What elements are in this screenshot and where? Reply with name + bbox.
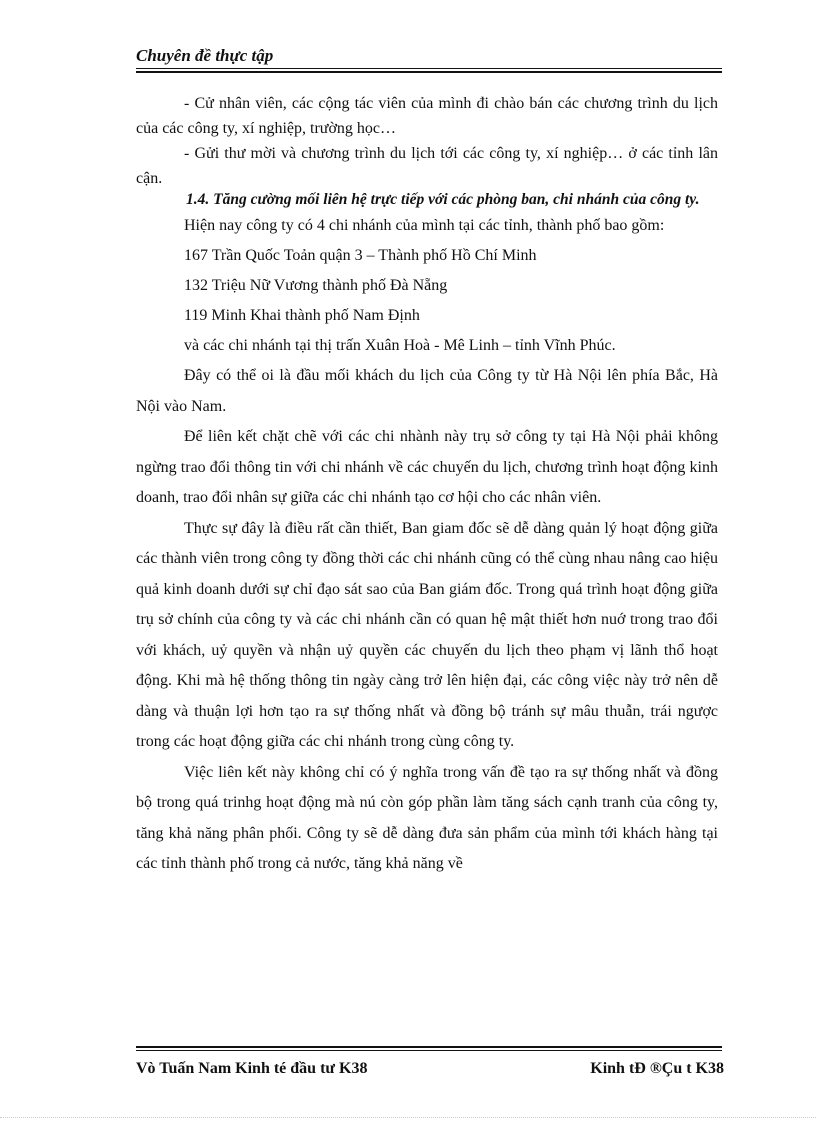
paragraph: Thực sự đây là điều rất cần thiết, Ban giam đốc sẽ dễ dàng quản lý hoạt động giữa các thành viên trong công ty đồng thời các chi nhánh cũng có thể cùng nhau nâng cao hiệu quả kinh doanh dưới sự chỉ đạo sát sao của Ban giám đốc. Trong quá trình hoạt động giữa trụ sở chính của công ty và các chi nhánh cần có quan hệ mật thiết hơn nuớ trong trao đổi với khách, uỷ quyền và nhận uỷ quyền các chuyến du lịch theo phạm vị lãnh thổ hoạt động. Khi mà hệ thống thông tin ngày càng trở lên hiện đại, các công việc này trở nên dễ dàng và thuận lợi hơn tạo ra sự thống nhất và đồng bộ tránh sự mâu thuẫn, trái ngược trong các hoạt động giữa các chi nhánh trong cùng công ty. xyxy=(136,519,718,750)
branch-item: 119 Minh Khai thành phố Nam Định xyxy=(184,307,420,324)
paragraph: Hiện nay công ty có 4 chi nhánh của mình tại các tỉnh, thành phố bao gồm: xyxy=(184,217,665,234)
page-header-title: Chuyên đề thực tập xyxy=(136,46,274,65)
branch-list xyxy=(136,241,718,361)
paragraph: - Gửi thư mời và chương trình du lịch tới các công ty, xí nghiệp… ở các tỉnh lân cận. xyxy=(136,145,718,187)
branch-item: 132 Triệu Nữ Vương thành phố Đà Nẵng xyxy=(184,277,448,294)
footer-class: Kinh tÐ ®Çu t K38 xyxy=(590,1060,724,1077)
paragraph: - Cử nhân viên, các cộng tác viên của mình đi chào bán các chương trình du lịch của các công ty, xí nghiệp, trường học… xyxy=(136,95,718,137)
document-body xyxy=(136,91,718,880)
paragraph: Việc liên kết này không chỉ có ý nghĩa trong vấn đề tạo ra sự thống nhất và đồng bộ trong quá trinhg hoạt động mà nú còn góp phần làm tăng sách cạnh tranh của công ty, tăng khả năng phân phối. Công ty sẽ dễ dàng đưa sản phẩm của mình tới khách hàng tại các tỉnh thành phố trong cả nước, tăng khả năng về xyxy=(136,763,718,872)
header-rule xyxy=(136,68,722,69)
paragraph: Đây có thể oi là đầu mối khách du lịch của Công ty từ Hà Nội lên phía Bắc, Hà Nội vào Nam. xyxy=(136,367,718,415)
footer-author: Vò Tuấn Nam Kinh té đầu tư K38 xyxy=(136,1060,368,1077)
paragraph: Để liên kết chặt chẽ với các chi nhành này trụ sở công ty tại Hà Nội phải không ngừng trao đổi thông tin với chi nhánh về các chuyến du lịch, chương trình hoạt động kinh doanh, trao đổi nhân sự giữa các chi nhánh tạo cơ hội cho các nhân viên. xyxy=(136,428,718,506)
header-rule-thick xyxy=(136,71,722,73)
section-heading: 1.4. Tăng cường mối liên hệ trực tiếp với các phòng ban, chi nhánh của công ty. xyxy=(186,191,700,208)
branch-item: 167 Trần Quốc Toản quận 3 – Thành phố Hồ Chí Minh xyxy=(184,247,537,264)
page-edge xyxy=(0,1117,816,1118)
branch-item: và các chi nhánh tại thị trấn Xuân Hoà - Mê Linh – tỉnh Vĩnh Phúc. xyxy=(184,337,616,354)
footer-rule xyxy=(136,1050,722,1051)
footer-rule-thick xyxy=(136,1046,722,1048)
